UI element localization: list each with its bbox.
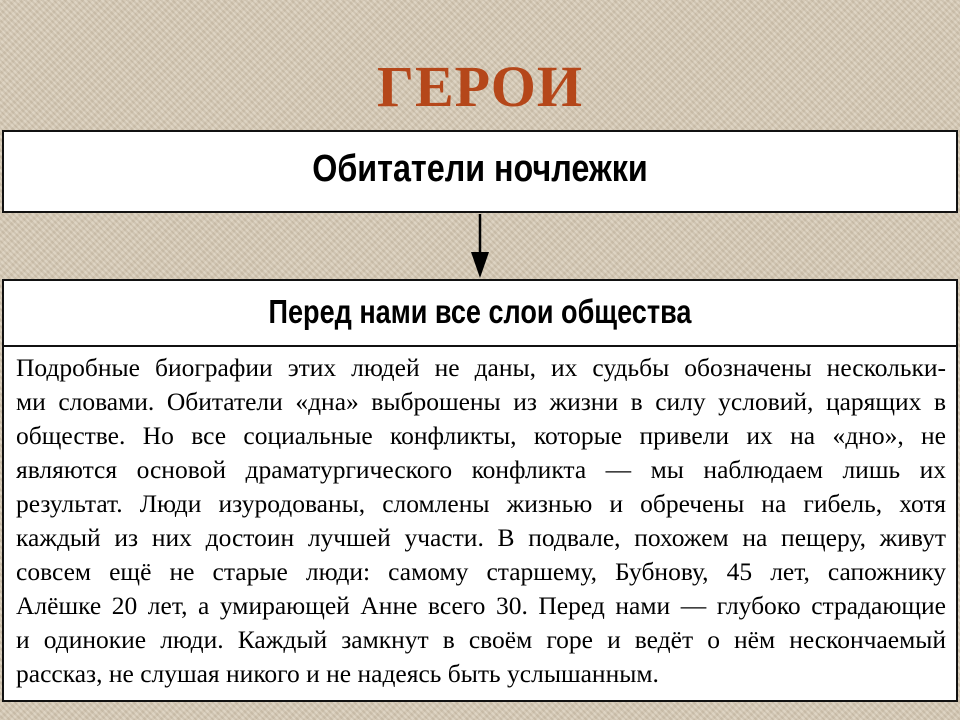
arrow-head	[471, 252, 489, 278]
main-box-header	[4, 281, 956, 347]
body-line: каждый из них достоин лучшей участи. В подвале, похожем на пещеру, живут	[16, 523, 946, 552]
main-box-heading: Перед нами все слои общества	[268, 293, 692, 330]
body-line: совсем ещё не старые люди: самому старшему, Бубнову, 45 лет, сапожнику	[16, 557, 946, 586]
main-box	[2, 279, 958, 702]
body-line: Подробные биографии этих людей не даны, их судьбы обозначены нескольки-	[16, 353, 946, 382]
top-box	[2, 130, 958, 213]
main-box-body	[16, 351, 946, 691]
top-box-label: Обитатели ночлежки	[312, 148, 648, 190]
body-line: результат. Люди изуродованы, сломлены жизнью и обречены на гибель, хотя	[16, 489, 946, 518]
body-line: Алёшке 20 лет, а умирающей Анне всего 30. Перед нами — глубоко страдающие	[16, 591, 946, 620]
body-line: являются основой драматургического конфликта — мы наблюдаем лишь их	[16, 455, 946, 484]
down-arrow-icon	[468, 214, 492, 280]
body-line: и одинокие люди. Каждый замкнут в своём горе и ведёт о нём нескончаемый	[16, 625, 946, 654]
slide-title: ГЕРОИ	[377, 54, 583, 119]
body-line: обществе. Но все социальные конфликты, которые привели их на «дно», не	[16, 421, 946, 450]
body-line: ми словами. Обитатели «дна» выброшены из жизни в силу условий, царящих в	[16, 387, 946, 416]
body-line: рассказ, не слушая никого и не надеясь быть услышанным.	[16, 659, 659, 688]
